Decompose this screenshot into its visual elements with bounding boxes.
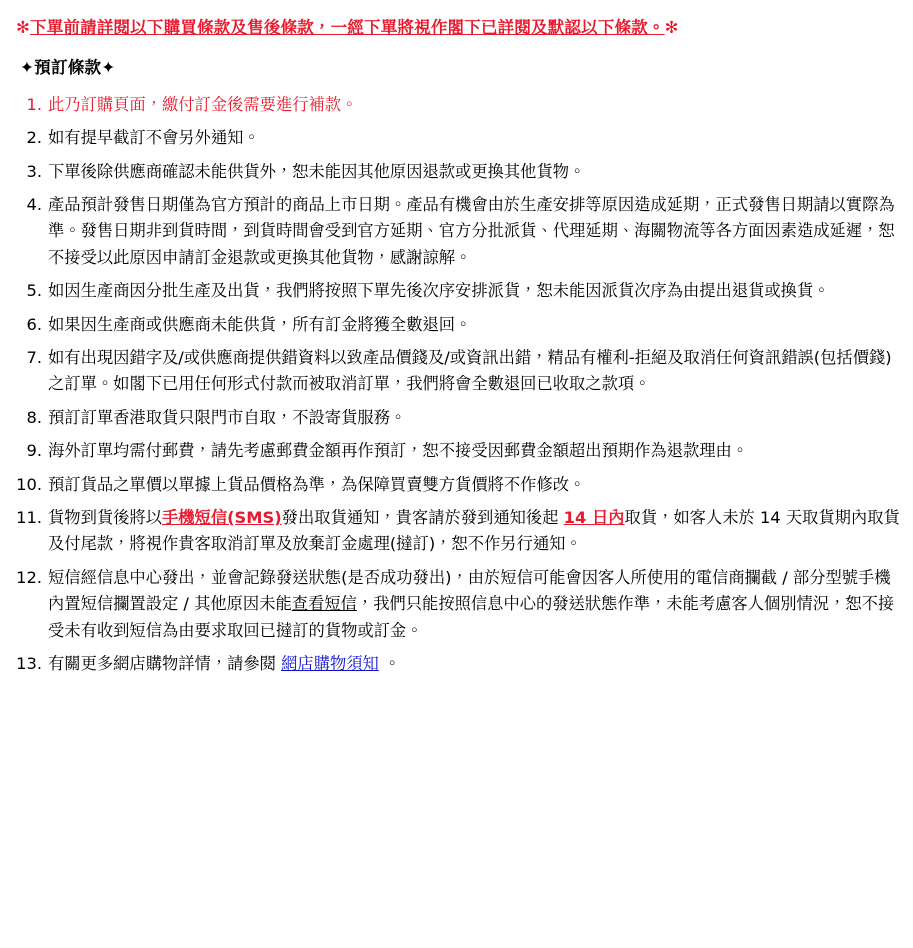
term-text: ，我們只能按照信息中心的發送狀態作準，未能考慮客人個別情況，恕不接受未有收到短信為由要求取回已撻訂的貨物或訂金。: [48, 594, 895, 640]
highlighted-term: 14 日內: [563, 508, 625, 527]
term-item: [14, 651, 901, 677]
term-text: 如有出現因錯字及/或供應商提供錯資料以致產品價錢及/或資訊出錯，精品有權利-拒絕及取消任何資訊錯誤(包括價錢) 之訂單。如閣下已用任何形式付款而被取消訂單，我們將會全數退回已收取之款項。: [48, 348, 892, 394]
term-item: [14, 345, 901, 398]
term-text: 如因生產商因分批生產及出貨，我們將按照下單先後次序安排派貨，恕未能因派貨次序為由提出退貨或換貨。: [48, 281, 830, 301]
term-item: [14, 438, 901, 464]
term-text: 貨物到貨後將以: [48, 508, 162, 527]
diamond-right-icon: ✦: [101, 57, 116, 77]
term-item: [14, 405, 901, 431]
term-item: [14, 125, 901, 151]
terms-list: [14, 92, 901, 677]
term-item: [14, 505, 901, 558]
term-text: 海外訂單均需付郵費，請先考慮郵費金額再作預訂，恕不接受因郵費金額超出預期作為退款理由。: [48, 441, 749, 461]
term-text: 短信經信息中心發出，並會記錄發送狀態(是否成功發出)，由於短信可能會因客人所使用的電信商攔截 / 部分型號手機內置短信攔置設定 / 其他原因未能: [48, 567, 891, 614]
term-text: 此乃訂購頁面，繳付訂金後需要進行補款。: [48, 94, 358, 114]
section-title-text: 預訂條款: [34, 57, 102, 77]
term-item: [14, 278, 901, 304]
term-text: 如果因生產商或供應商未能供貨，所有訂金將獲全數退回。: [48, 314, 472, 334]
term-text: 預訂貨品之單價以單據上貨品價格為準，為保障買賣雙方貨價將不作修改。: [48, 474, 586, 494]
term-text: 如有提早截訂不會另外通知。: [48, 128, 260, 148]
term-item: [14, 312, 901, 338]
term-item: [14, 192, 901, 271]
term-text: 取貨，如客人未於 14 天取貨期內取貨及付尾款，將視作貴客取消訂單及放棄訂金處理(撻訂)，恕不作另行通知。: [48, 508, 900, 554]
term-item: [14, 159, 901, 185]
term-text: 發出取貨通知，貴客請於發到通知後起: [281, 508, 564, 527]
top-notice: [16, 16, 901, 40]
asterisk-right-icon: ✻: [664, 18, 679, 37]
diamond-left-icon: ✦: [20, 57, 35, 77]
term-item: [14, 472, 901, 498]
underlined-term: 查看短信: [291, 594, 357, 614]
term-text: 。: [378, 653, 401, 673]
term-item: [14, 92, 901, 118]
highlighted-term: 手機短信(SMS): [161, 508, 282, 527]
term-text: 產品預計發售日期僅為官方預計的商品上市日期。產品有機會由於生產安排等原因造成延期，正式發售日期請以實際為準。發售日期非到貨時間，到貨時間會受到官方延期、官方分批派貨、代理延期、海關物流等各方面因素造成延遲，恕不接受以此原因申請訂金退款或更換其他貨物，感謝諒解。: [48, 195, 895, 267]
top-notice-text: 下單前請詳閱以下購買條款及售後條款，一經下單將視作閣下已詳閱及默認以下條款。: [30, 18, 665, 37]
term-text: 下單後除供應商確認未能供貨外，恕未能因其他原因退款或更換其他貨物。: [48, 161, 586, 181]
term-text: 預訂訂單香港取貨只限門市自取，不設寄貨服務。: [48, 407, 407, 427]
term-item: [14, 565, 901, 644]
section-title: [20, 54, 901, 78]
asterisk-left-icon: ✻: [16, 18, 31, 37]
shop-guide-link[interactable]: 網店購物須知: [281, 653, 379, 673]
term-text: 有關更多網店購物詳情，請參閱: [48, 653, 282, 673]
